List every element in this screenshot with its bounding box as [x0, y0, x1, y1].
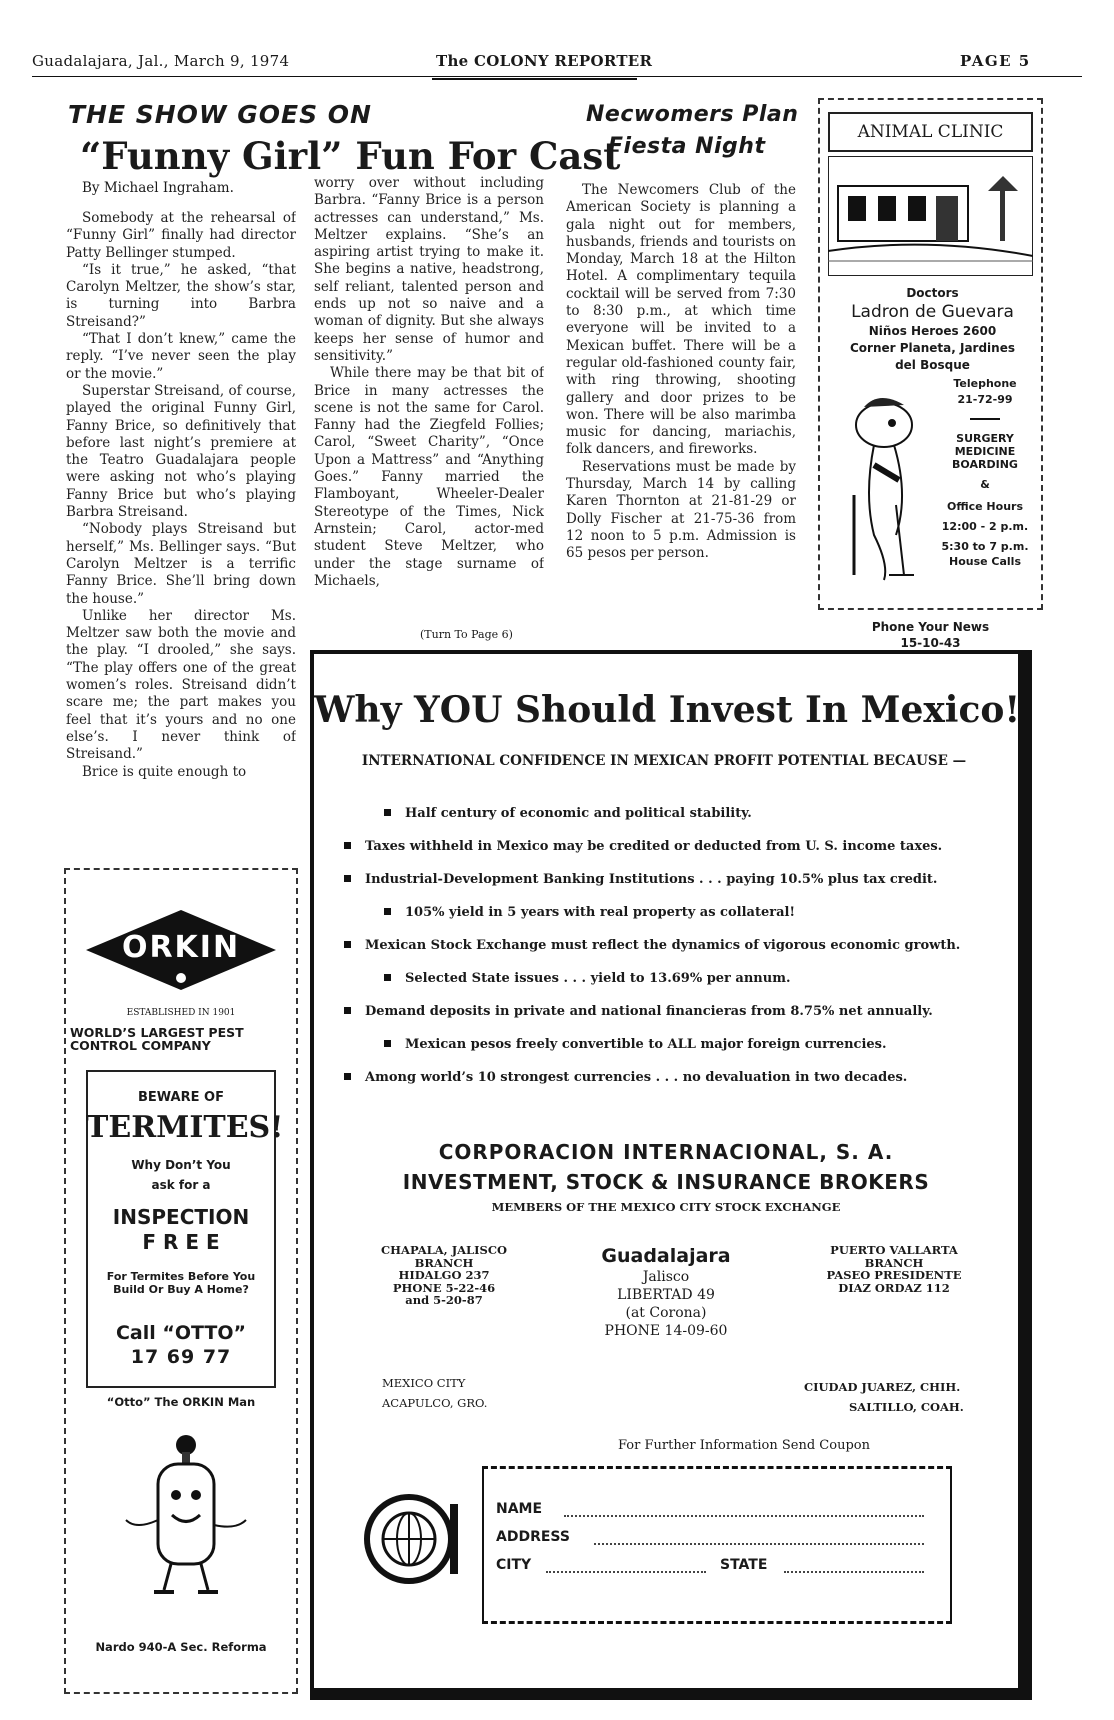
invest-bullet-text: Among world’s 10 strongest currencies . . . no devaluation in two decades. — [365, 1070, 908, 1085]
story-byline: By Michael Ingraham. — [82, 180, 234, 196]
gdl-line: LIBERTAD 49 — [617, 1287, 715, 1303]
coupon-city-field[interactable] — [546, 1571, 706, 1573]
coupon-state-field[interactable] — [784, 1571, 924, 1573]
invest-bullet — [344, 938, 960, 953]
dog-illustration — [834, 385, 929, 585]
bullet-square-icon — [384, 1040, 391, 1047]
story-col2-paragraph: While there may be that bit of Brice in many actresses the scene is not the same for Carol. Fanny had the Ziegfeld Follies; Carol, “Sweet Charity”, “Once Upon a Mattress” and “Anything Goes.” Fanny married the Flamboyant, Wheeler-Dealer Stereotype of the Times, Nick Arnstein; Carol, actor-med student Steve Meltzer, who under the stage surname of Michaels, — [314, 365, 544, 589]
bullet-square-icon — [344, 1073, 351, 1080]
newcomers-paragraph: The Newcomers Club of the American Society is planning a gala night out for members, husbands, friends and tourists on Monday, March 18 at the Hilton Hotel. A complimentary tequila cocktail will be served from 7:30 to 8:30 p.m., at which time everyone will be invited to a Mexican buffet. There will be a regular old-fashioned county fair, with ring throwing, shooting gallery and door prizes to be won. There will be also marimba music for dancing, mariachis, folk dancers, and fireworks. — [566, 182, 796, 458]
newcomers-body — [566, 182, 796, 642]
phone-news-1: Phone Your News — [871, 620, 990, 634]
animal-clinic-ad — [818, 98, 1043, 610]
invest-bullet-text: Taxes withheld in Mexico may be credited or deducted from U. S. income taxes. — [365, 839, 943, 854]
corp-brokers: INVESTMENT, STOCK & INSURANCE BROKERS — [402, 1170, 930, 1194]
story-column-1 — [66, 210, 296, 830]
coupon-name-label: NAME — [496, 1501, 543, 1517]
coupon-name-field[interactable] — [564, 1515, 924, 1517]
chapala-line: CHAPALA, JALISCO — [381, 1243, 507, 1257]
orkin-termites: TERMITES! — [86, 1110, 284, 1145]
story-col1-paragraph: “Is it true,” he asked, “that Carolyn Meltzer, the show’s star, is turning into Barbra Streisand?” — [66, 261, 296, 330]
invest-bullet — [344, 839, 942, 854]
story-col2-paragraph: worry over without including Barbra. “Fanny Brice is a person actresses can understand,” Ms. Meltzer explains. “She’s an aspiring artist trying to make it. She begins a native, headstrong, self reliant, talented person and ends up not so naive and a woman of dignity. But she always keeps her sense of humor and sensitivity.” — [314, 175, 544, 364]
coupon-address-label: ADDRESS — [496, 1529, 570, 1545]
orkin-logo-text: ORKIN — [121, 930, 241, 965]
invest-ad — [310, 650, 1032, 1700]
clinic-service-3: BOARDING — [952, 458, 1018, 471]
chapala-line: HIDALGO 237 — [398, 1268, 490, 1282]
invest-bullet — [384, 1037, 887, 1052]
gdl-line: Jalisco — [642, 1269, 690, 1285]
acapulco: ACAPULCO, GRO. — [382, 1396, 488, 1410]
bullet-square-icon — [344, 875, 351, 882]
header-rule-short — [432, 78, 637, 80]
chapala-branch — [354, 1244, 534, 1307]
clinic-address-1: Niños Heroes 2600 — [868, 324, 997, 338]
newcomers-paragraph: Reservations must be made by Thursday, March 14 by calling Karen Thornton at 21-81-29 or Dolly Fischer at 21-75-36 from 12 noon to 5 p.m. Admission is 65 pesos per person. — [566, 458, 796, 562]
otto-illustration — [116, 1430, 256, 1600]
saltillo: SALTILLO, COAH. — [849, 1400, 964, 1414]
invest-bullet-text: Mexican pesos freely convertible to ALL major foreign currencies. — [405, 1037, 887, 1052]
invest-bullets — [314, 806, 1018, 1106]
mexico-city: MEXICO CITY — [382, 1376, 466, 1390]
gdl-line: PHONE 14-09-60 — [604, 1323, 728, 1339]
story-col1-paragraph: “Nobody plays Streisand but herself,” Ms. Bellinger says. “But Carolyn Meltzer is a terrific Fanny Brice. She’ll bring down the house.” — [66, 521, 296, 607]
invest-bullet — [384, 905, 795, 920]
story-col1-paragraph: Unlike her director Ms. Meltzer saw both the movie and the play. “I drooled,” she says. “The play offers one of the great women’s roles. Streisand didn’t scare me; the part makes you feel that it’s yours and no one else’s. I never think of Streisand.” — [66, 607, 296, 763]
invest-bullet — [384, 806, 752, 821]
juarez: CIUDAD JUAREZ, CHIH. — [804, 1380, 961, 1394]
clinic-divider — [970, 418, 1000, 420]
gdl-line: (at Corona) — [625, 1305, 707, 1321]
coupon-address-field[interactable] — [594, 1543, 924, 1545]
orkin-tagline: WORLD’S LARGEST PEST CONTROL COMPANY — [70, 1025, 244, 1053]
invest-bullet-text: Demand deposits in private and national financieras from 8.75% net annually. — [365, 1004, 933, 1019]
bullet-square-icon — [344, 1007, 351, 1014]
vallarta-line: PASEO PRESIDENTE — [826, 1268, 962, 1282]
chapala-line: BRANCH — [414, 1255, 474, 1270]
orkin-free: F R E E — [142, 1230, 220, 1254]
orkin-ad — [64, 868, 298, 1694]
invest-headline: Why YOU Should Invest In Mexico! — [314, 689, 1021, 731]
corp-members: MEMBERS OF THE MEXICO CITY STOCK EXCHANGE — [491, 1200, 841, 1214]
invest-subhead: INTERNATIONAL CONFIDENCE IN MEXICAN PROFIT POTENTIAL BECAUSE — — [361, 753, 967, 769]
story-col1-paragraph: Superstar Streisand, of course, played the original Funny Girl, Fanny Brice, so definitively that before last night’s premiere at the Teatro Guadalajara people were asking not who’s playing Fanny Brice but who’s playing Barbra Streisand. — [66, 382, 296, 521]
orkin-otto: “Otto” The ORKIN Man — [106, 1395, 256, 1409]
story-col1-paragraph: Somebody at the rehearsal of “Funny Girl” finally had director Patty Bellinger stumped. — [66, 210, 296, 261]
newcomers-title-1: Necwomers Plan — [586, 102, 799, 127]
coupon-state-label: STATE — [720, 1557, 768, 1573]
clinic-address-3: del Bosque — [895, 358, 970, 372]
clinic-address-2: Corner Planeta, Jardines — [849, 341, 1015, 355]
invest-bullet-text: Mexican Stock Exchange must reflect the dynamics of vigorous economic growth. — [365, 938, 961, 953]
coupon-city-label: CITY — [496, 1557, 532, 1573]
newcomers-title-2: Fiesta Night — [608, 134, 766, 159]
corp-logo — [354, 1484, 464, 1594]
coupon[interactable] — [482, 1466, 952, 1624]
bullet-square-icon — [384, 908, 391, 915]
vallarta-line: BRANCH — [864, 1255, 924, 1270]
clinic-service-1: SURGERY — [956, 432, 1014, 445]
bullet-square-icon — [344, 842, 351, 849]
orkin-number: 17 69 77 — [130, 1346, 232, 1368]
paper-name: The COLONY REPORTER — [436, 52, 653, 70]
clinic-phone: 21-72-99 — [957, 393, 1013, 406]
story-headline: “Funny Girl” Fun For Cast — [80, 134, 621, 178]
vallarta-branch — [794, 1244, 994, 1294]
bullet-square-icon — [344, 941, 351, 948]
phone-news-2: 15-10-43 — [900, 636, 961, 650]
story-col1-paragraph: Brice is quite enough to — [82, 763, 247, 780]
story-column-2 — [314, 175, 544, 625]
chapala-line: and 5-20-87 — [405, 1293, 483, 1307]
further-info: For Further Information Send Coupon — [618, 1438, 870, 1453]
clinic-service-2: MEDICINE — [954, 445, 1016, 458]
vallarta-line: DIAZ ORDAZ 112 — [838, 1280, 950, 1295]
clinic-hours-label: Office Hours — [947, 500, 1023, 513]
chapala-line: PHONE 5-22-46 — [392, 1280, 496, 1295]
vallarta-line: PUERTO VALLARTA — [830, 1243, 958, 1257]
orkin-why-2: ask for a — [151, 1178, 211, 1192]
orkin-beware: BEWARE OF — [138, 1090, 224, 1105]
page-number: PAGE 5 — [960, 52, 1031, 70]
orkin-why-1: Why Don’t You — [131, 1158, 231, 1172]
clinic-name: Ladron de Guevara — [851, 302, 1014, 322]
story-kicker: THE SHOW GOES ON — [68, 100, 372, 129]
orkin-inspection: INSPECTION — [112, 1205, 250, 1229]
invest-bullet-text: 105% yield in 5 years with real property as collateral! — [405, 905, 796, 920]
story-jump: (Turn To Page 6) — [420, 628, 513, 641]
orkin-call: Call “OTTO” — [115, 1322, 247, 1344]
invest-bullet-text: Half century of economic and political stability. — [405, 806, 752, 821]
corp-name: CORPORACION INTERNACIONAL, S. A. — [438, 1140, 894, 1164]
orkin-established: ESTABLISHED IN 1901 — [126, 1008, 236, 1018]
invest-bullet-text: Selected State issues . . . yield to 13.69% per annum. — [405, 971, 791, 986]
orkin-for-line: For Termites Before You Build Or Buy A Home? — [106, 1270, 256, 1296]
invest-bullet — [344, 1004, 933, 1019]
bullet-square-icon — [384, 809, 391, 816]
invest-bullet-text: Industrial-Development Banking Institutions . . . paying 10.5% plus tax credit. — [365, 872, 938, 887]
clinic-house-calls: House Calls — [948, 555, 1021, 568]
page-dateline: Guadalajara, Jal., March 9, 1974 — [32, 52, 290, 70]
clinic-hours-1: 12:00 - 2 p.m. — [941, 520, 1029, 533]
clinic-hours-2: 5:30 to 7 p.m. — [941, 540, 1029, 553]
clinic-amp: & — [980, 478, 990, 491]
bullet-square-icon — [384, 974, 391, 981]
clinic-title-box: ANIMAL CLINIC — [828, 112, 1033, 152]
orkin-address: Nardo 940-A Sec. Reforma — [95, 1640, 267, 1654]
gdl-line: Guadalajara — [601, 1245, 731, 1267]
header-rule — [32, 76, 1082, 77]
clinic-phone-label: Telephone — [953, 377, 1017, 390]
invest-bullet — [384, 971, 791, 986]
clinic-building-illustration — [828, 156, 1033, 276]
story-col1-paragraph: “That I don’t knew,” came the reply. “I’ve never seen the play or the movie.” — [66, 331, 296, 382]
clinic-doctors: Doctors — [906, 286, 959, 300]
invest-bullet — [344, 872, 937, 887]
gdl-branch — [576, 1244, 756, 1340]
invest-bullet — [344, 1070, 907, 1085]
